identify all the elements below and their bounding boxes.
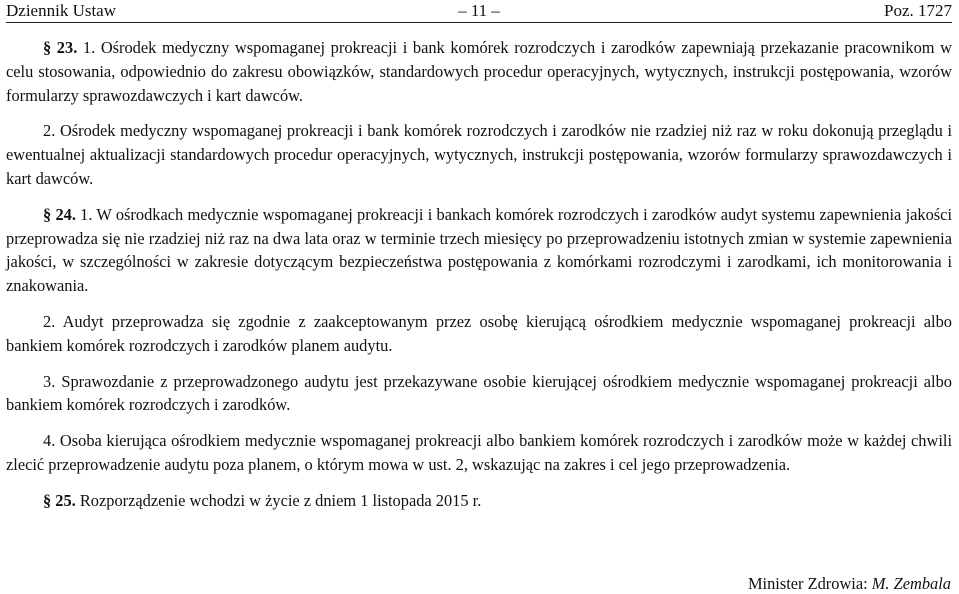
journal-title: Dziennik Ustaw bbox=[6, 1, 117, 20]
paragraph-24-4 bbox=[6, 429, 952, 477]
paragraph-text: Rozporządzenie wchodzi w życie z dniem 1 listopada 2015 r. bbox=[75, 490, 482, 510]
paragraph-text: 3. Sprawozdanie z przeprowadzonego audytu jest przekazywane osobie kierującej ośrodkiem medycznie wspomaganej prokreacji albo bankiem komórek rozrodczych i zarodków. bbox=[6, 371, 952, 415]
signature-name: M. Zembala bbox=[871, 574, 951, 593]
paragraph-24-2 bbox=[6, 310, 952, 358]
page-header bbox=[6, 0, 952, 24]
section-mark-24: § 24. bbox=[43, 204, 76, 224]
section-mark-25: § 25. bbox=[43, 490, 76, 510]
paragraph-text: 1. Ośrodek medyczny wspomaganej prokreacji i bank komórek rozrodczych i zarodków zapewniają przekazanie pracownikom w celu stosowania, odpowiednio do zakresu obowiązków, standardowych procedur operacyjnych, wytycznych, instrukcji postępowania, wzorów formularzy sprawozdawczych i kart dawców. bbox=[6, 38, 952, 105]
section-mark-23: § 23. bbox=[43, 38, 78, 57]
page-number: – 11 – bbox=[458, 1, 500, 20]
document-body bbox=[6, 36, 952, 513]
paragraph-text: 4. Osoba kierująca ośrodkiem medycznie wspomaganej prokreacji albo bankiem komórek rozrodczych i zarodków może w każdej chwili zlecić przeprowadzenie audytu poza planem, o którym mowa w ust. 2, wskazując na zakres i cel jego przeprowadzenia. bbox=[6, 431, 952, 474]
paragraph-23-1 bbox=[6, 36, 952, 107]
paragraph-text: 1. W ośrodkach medycznie wspomaganej prokreacji i bankach komórek rozrodczych i zarodków audyt systemu zapewnienia jakości przeprowadza się nie rzadziej niż raz na dwa lata oraz w terminie trzech miesięcy po przeprowadzeniu istotnych zmian w systemie zapewnienia jakości, w szczególności w zakresie dotyczącym bezpieczeństwa postępowania z komórkami rozrodczymi i zarodkami, ich monitorowania i znakowania. bbox=[6, 204, 953, 296]
paragraph-text: 2. Audyt przeprowadza się zgodnie z zaakceptowanym przez osobę kierującą ośrodkiem medycznie wspomaganej prokreacji albo bankiem komórek rozrodczych i zarodków planem audytu. bbox=[6, 311, 952, 355]
paragraph-24-3 bbox=[6, 370, 952, 418]
header-rule bbox=[6, 22, 952, 23]
signature-block bbox=[748, 574, 951, 594]
position-number: Poz. 1727 bbox=[884, 1, 952, 20]
paragraph-25 bbox=[6, 489, 952, 513]
signature-title: Minister Zdrowia: bbox=[747, 574, 872, 593]
paragraph-text: 2. Ośrodek medyczny wspomaganej prokreacji i bank komórek rozrodczych i zarodków nie rzadziej niż raz w roku dokonują przeglądu i ewentualnej aktualizacji standardowych procedur operacyjnych, wytycznych, instrukcji postępowania, wzorów formularzy sprawozdawczych i kart dawców. bbox=[6, 121, 952, 188]
paragraph-24-1 bbox=[6, 203, 952, 298]
paragraph-23-2 bbox=[6, 119, 952, 190]
